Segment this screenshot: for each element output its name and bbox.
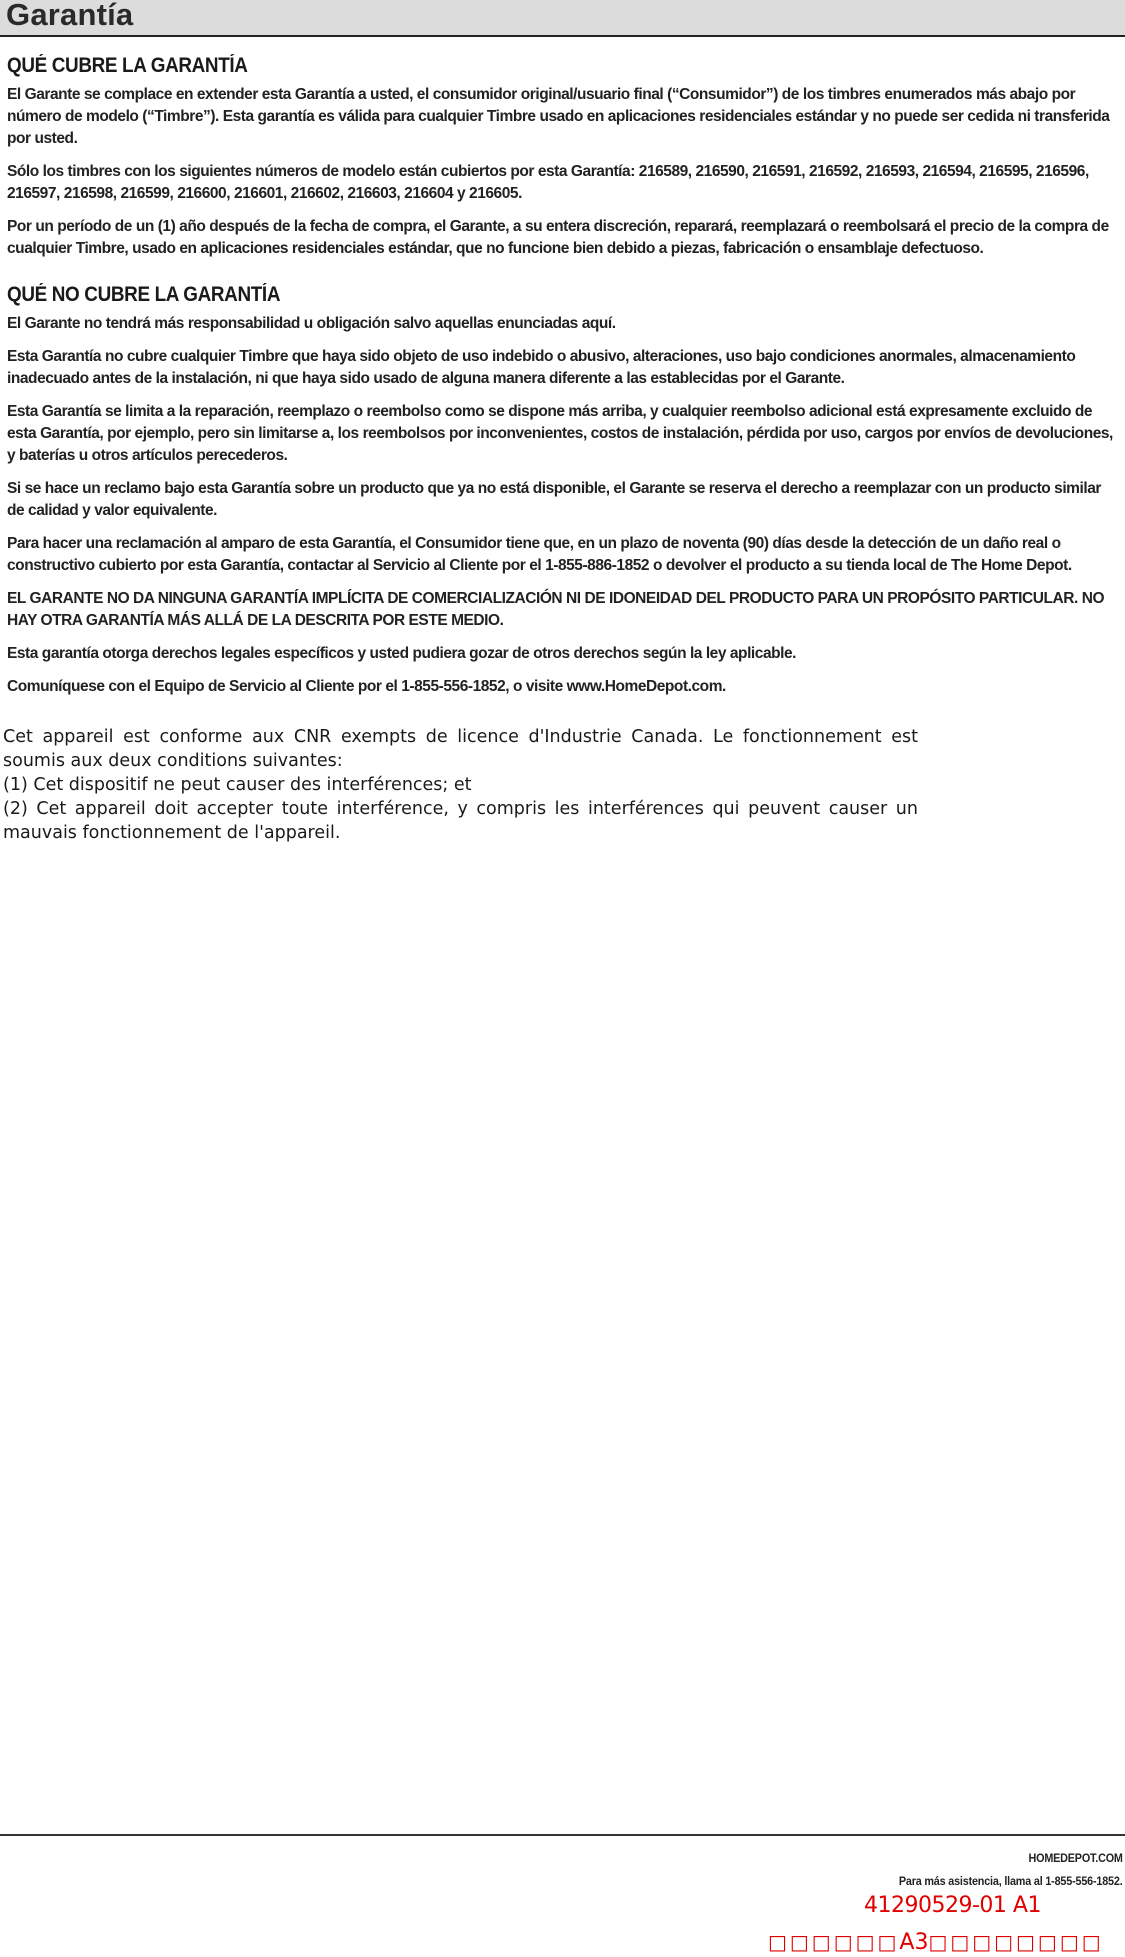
notice-line-1: Cet appareil est conforme aux CNR exempts de licence d'Industrie Canada. Le fonctionnement est soumis aux deux conditions suivantes: <box>3 727 918 771</box>
exclusions-paragraph-4: Si se hace un reclamo bajo esta Garantía sobre un producto que ya no está disponible, el Garante se reserva el derecho a reemplazar con un producto similar de calidad y valor equivalente. <box>7 480 1101 519</box>
print-size-marker <box>768 1928 1125 1956</box>
exclusions-section <box>7 283 1122 698</box>
coverage-heading: QUÉ CUBRE LA GARANTÍA <box>7 54 248 77</box>
exclusions-paragraph-contact: Comuníquese con el Equipo de Servicio al Cliente por el 1-855-556-1852, o visite www.HomeDepot.com. <box>7 678 726 695</box>
page-title: Garantía <box>6 0 134 32</box>
warranty-body <box>7 54 1122 709</box>
notice-line-3: (2) Cet appareil doit accepter toute interférence, y compris les interférences qui peuvent causer un mauvais fonctionnement de l'appareil. <box>3 799 918 843</box>
footer-website: HOMEDEPOT.COM <box>1028 1851 1123 1865</box>
coverage-paragraph-1: El Garante se complace en extender esta Garantía a usted, el consumidor original/usuario final (“Consumidor”) de los timbres enumerados más abajo por número de modelo (“Timbre”). Esta garantía es válida para cualquier Timbre usado en aplicaciones residenciales estándar y no puede ser cedida ni transferida por usted. <box>7 86 1110 147</box>
exclusions-paragraph-disclaimer: EL GARANTE NO DA NINGUNA GARANTÍA IMPLÍCITA DE COMERCIALIZACIÓN NI DE IDONEIDAD DEL PRODUCTO PARA UN PROPÓSITO PARTICULAR. NO HAY OTRA GARANTÍA MÁS ALLÁ DE LA DESCRITA POR ESTE MEDIO. <box>7 590 1105 629</box>
exclusions-heading: QUÉ NO CUBRE LA GARANTÍA <box>7 283 281 306</box>
industry-canada-notice <box>3 725 918 845</box>
exclusions-paragraph-3: Esta Garantía se limita a la reparación, reemplazo o reembolso como se dispone más arriba, y cualquier reembolso adicional está expresamente excluido de esta Garantía, por ejemplo, pero sin limitarse a, los reembolsos por inconvenientes, costos de instalación, pérdida por uso, cargos por envíos de devoluciones, y baterías u otros artículos perecederos. <box>7 403 1113 464</box>
marker-right-boxes: □□□□□□□□ <box>928 1930 1104 1954</box>
marker-size-label: A3 <box>899 1930 929 1955</box>
section-gap <box>7 271 1122 283</box>
footer-help-line: Para más asistencia, llama al 1-855-556-1852. <box>899 1874 1123 1888</box>
title-bar <box>0 0 1125 37</box>
exclusions-paragraph-claims: Para hacer una reclamación al amparo de esta Garantía, el Consumidor tiene que, en un plazo de noventa (90) días desde la detección de un daño real o constructivo cubierto por esta Garantía, contactar al Servicio al Cliente por el 1-855-886-1852 o devolver el producto a su tienda local de The Home Depot. <box>7 535 1072 574</box>
coverage-section <box>7 54 1122 260</box>
part-number: 41290529-01 A1 <box>864 1893 1041 1918</box>
coverage-paragraph-models: Sólo los timbres con los siguientes números de modelo están cubiertos por esta Garantía: 216589, 216590, 216591, 216592, 216593, 216594, 216595, 216596, 216597, 216598, 216599, 216600, 216601, 216602, 216603, 216604 y 216605. <box>7 163 1089 202</box>
coverage-paragraph-period: Por un período de un (1) año después de la fecha de compra, el Garante, a su entera discreción, reparará, reemplazará o reembolsará el precio de la compra de cualquier Timbre, usado en aplicaciones residenciales estándar, que no funcione bien debido a piezas, fabricación o ensamblaje defectuoso. <box>7 218 1109 257</box>
exclusions-paragraph-1: El Garante no tendrá más responsabilidad u obligación salvo aquellas enunciadas aquí. <box>7 315 616 332</box>
footer-divider <box>0 1834 1125 1836</box>
marker-left-boxes: □□□□□□ <box>768 1930 900 1954</box>
exclusions-paragraph-rights: Esta garantía otorga derechos legales específicos y usted pudiera gozar de otros derechos según la ley aplicable. <box>7 645 797 662</box>
notice-line-2: (1) Cet dispositif ne peut causer des interférences; et <box>3 775 472 795</box>
exclusions-paragraph-2: Esta Garantía no cubre cualquier Timbre que haya sido objeto de uso indebido o abusivo, alteraciones, uso bajo condiciones anormales, almacenamiento inadecuado antes de la instalación, ni que haya sido usado de alguna manera diferente a las establecidas por el Garante. <box>7 348 1076 387</box>
